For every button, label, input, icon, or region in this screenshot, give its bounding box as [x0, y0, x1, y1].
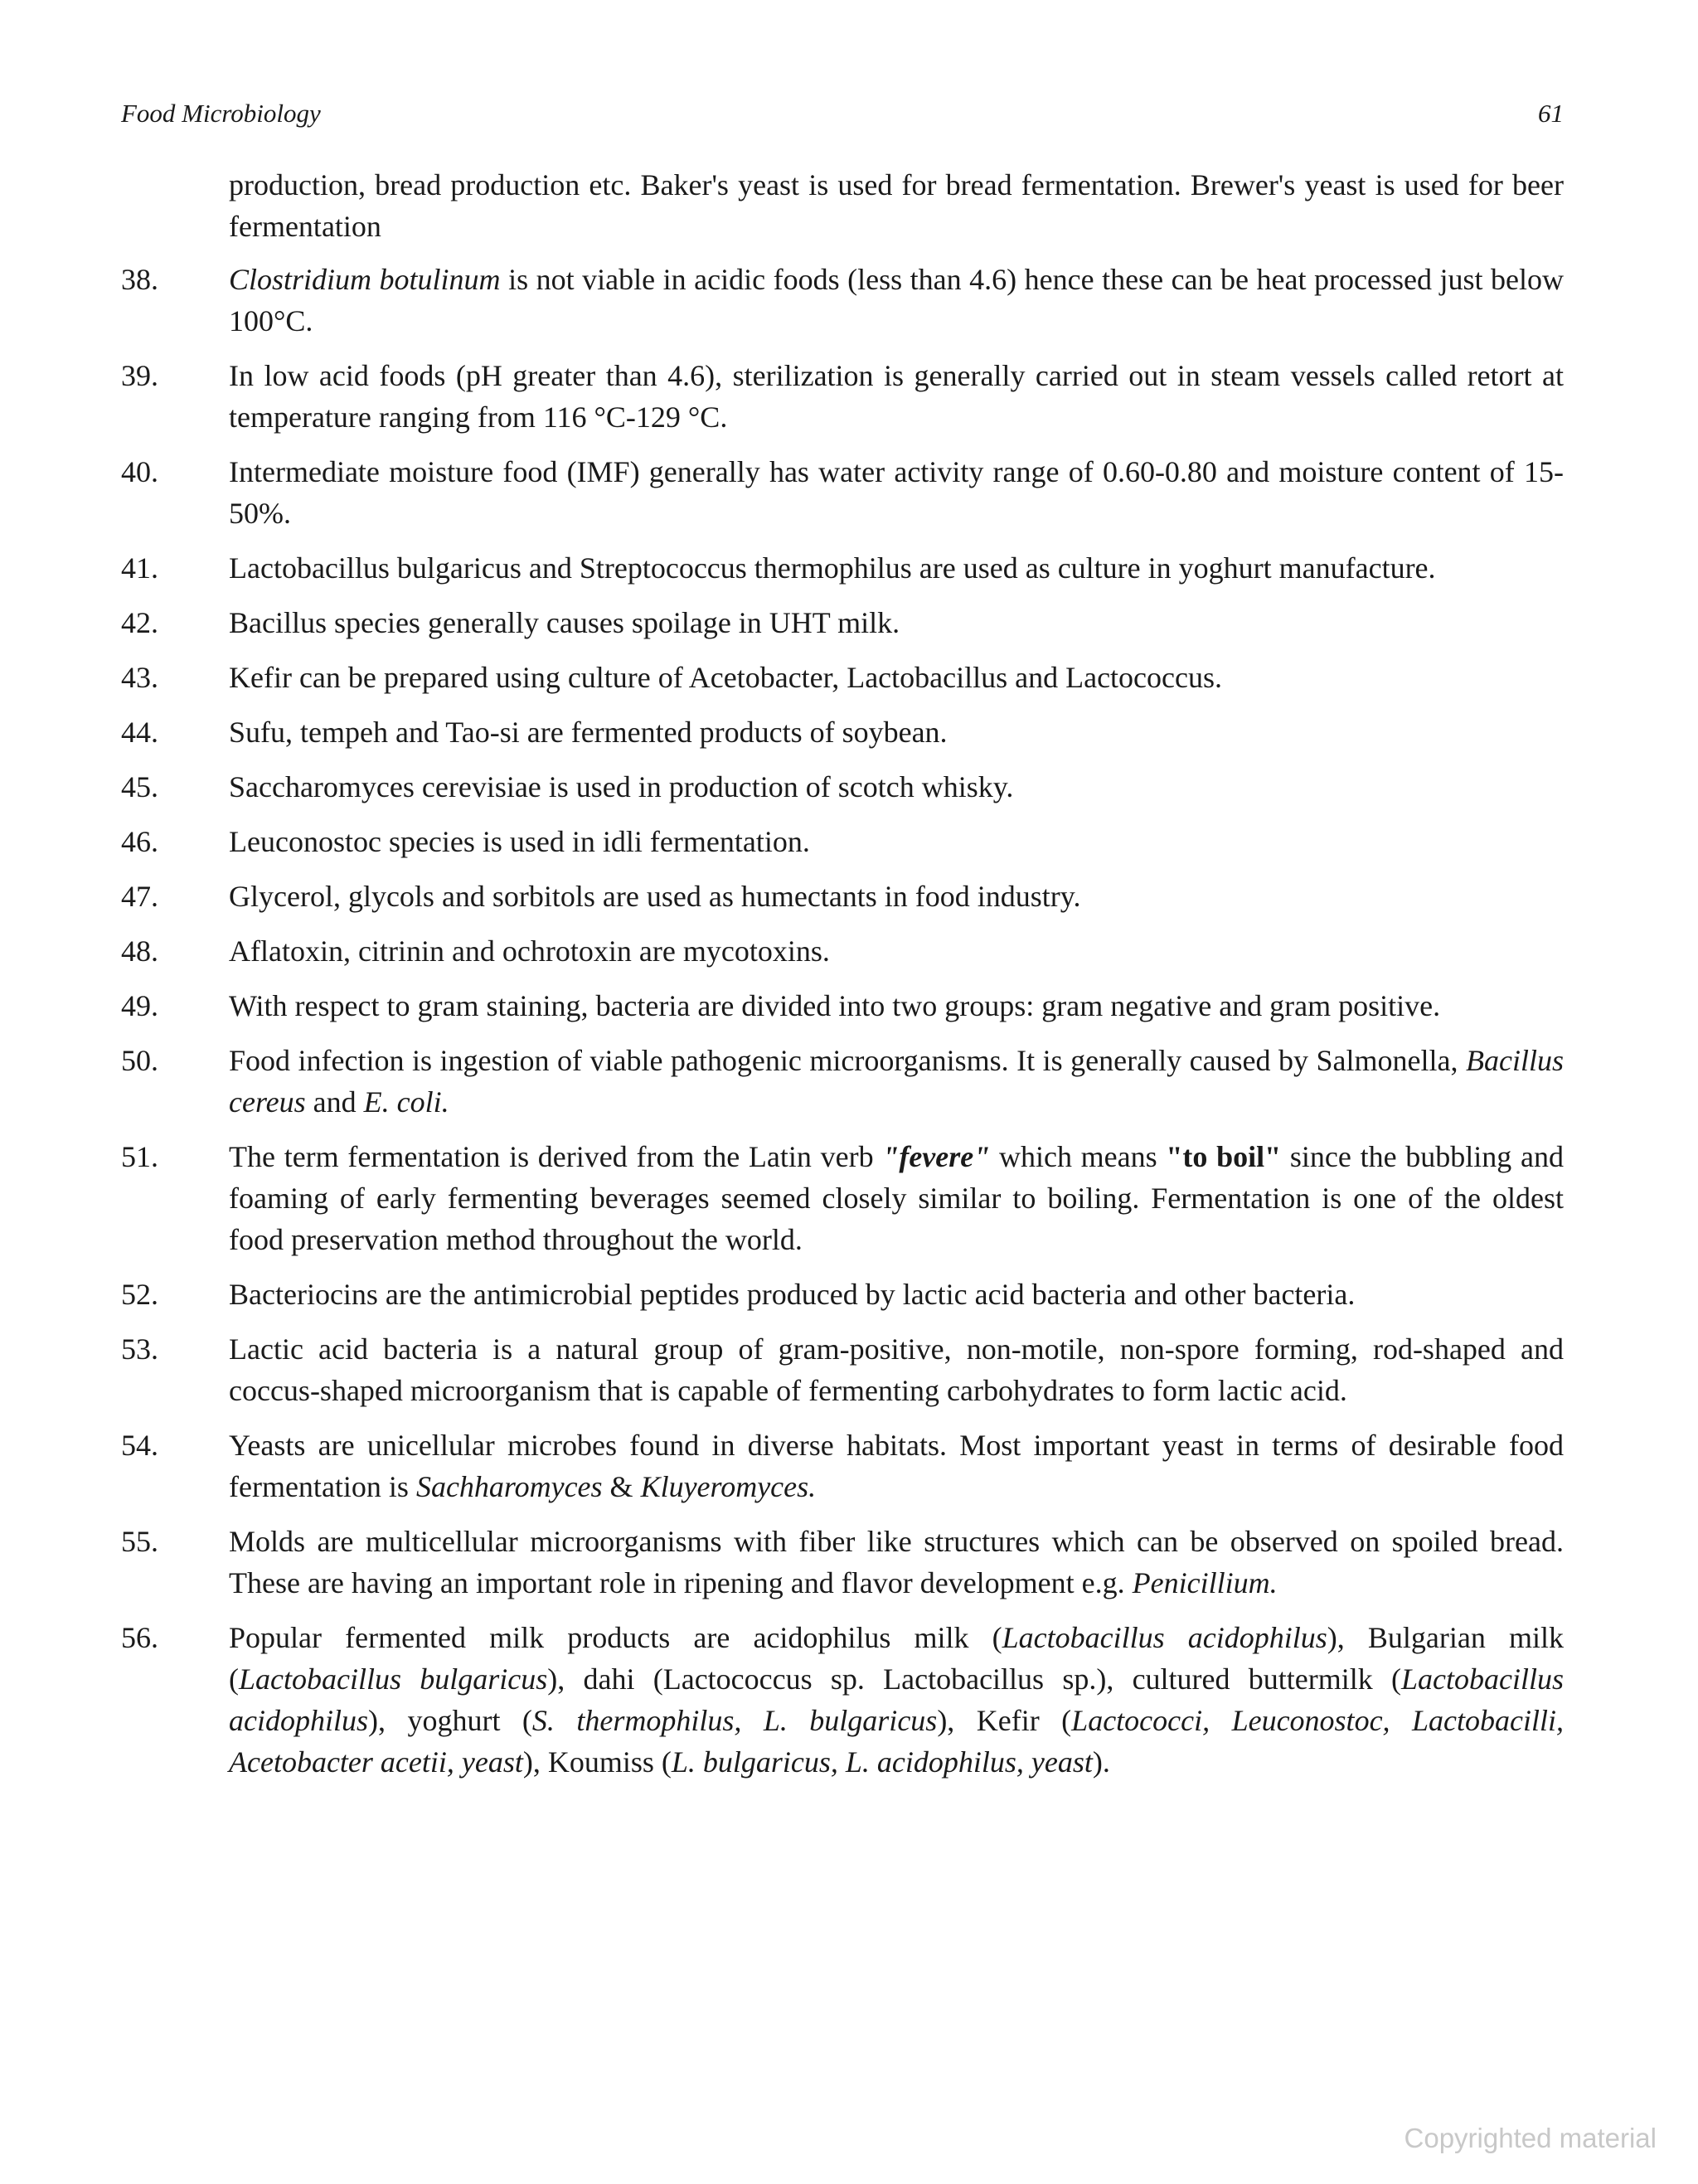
item-text [229, 766, 1564, 808]
list-item [121, 1521, 1564, 1604]
text-segment: Food infection is ingestion of viable pathogenic microorganisms. It is generally caused by Salmonella, [229, 1044, 1467, 1077]
running-header [121, 93, 1564, 134]
page-content [121, 164, 1564, 1796]
text-segment: Bacillus cereus [229, 1044, 1564, 1119]
text-segment: Popular fermented milk products are acidophilus milk ( [229, 1621, 1002, 1654]
text-segment: ), Koumiss ( [522, 1745, 672, 1779]
item-number: 50. [121, 1044, 158, 1077]
text-segment: Lactobacillus bulgaricus and Streptococcus thermophilus are used as culture in yoghurt manufacture. [229, 551, 1436, 585]
item-text [229, 451, 1564, 534]
text-segment: In low acid foods (pH greater than 4.6), sterilization is generally carried out in steam vessels called retort at temperature ranging from 116 °C-129 °C. [229, 359, 1564, 434]
list-item [121, 766, 1564, 808]
item-number: 46. [121, 825, 158, 858]
list-item [121, 547, 1564, 589]
text-segment: Sufu, tempeh and Tao-si are fermented products of soybean. [229, 716, 948, 749]
item-text [229, 1521, 1564, 1604]
item-number: 54. [121, 1429, 158, 1462]
list-item [121, 876, 1564, 917]
item-text [229, 1424, 1564, 1507]
item-number: 39. [121, 359, 158, 392]
item-number: 55. [121, 1525, 158, 1558]
item-text [229, 1328, 1564, 1411]
text-segment: L. bulgaricus, L. acidophilus, yeast [671, 1745, 1093, 1779]
text-segment: S. thermophilus, L. bulgaricus [531, 1704, 938, 1737]
item-text [229, 657, 1564, 698]
item-number: 41. [121, 551, 158, 585]
item-number: 42. [121, 606, 158, 639]
item-text [229, 711, 1564, 753]
text-segment: which means [990, 1140, 1167, 1173]
text-segment: since the bubbling and foaming of early fermenting beverages seemed closely similar to boiling. Fermentation is one of the oldest food preservation method throughout the world. [229, 1140, 1564, 1256]
text-segment: The term fermentation is derived from the Latin verb [229, 1140, 883, 1173]
item-text [229, 355, 1564, 438]
list-item [121, 1136, 1564, 1260]
item-number: 53. [121, 1332, 158, 1366]
item-number: 52. [121, 1278, 158, 1311]
text-segment: and [305, 1085, 364, 1119]
item-number: 51. [121, 1140, 158, 1173]
list-item [121, 821, 1564, 862]
text-segment: Glycerol, glycols and sorbitols are used as humectants in food industry. [229, 880, 1081, 913]
book-title: Food Microbiology [121, 99, 321, 128]
text-segment: ), yoghurt ( [368, 1704, 532, 1737]
text-segment: "fevere" [882, 1140, 991, 1173]
item-text [229, 259, 1564, 342]
item-text [229, 876, 1564, 917]
list-item [121, 1040, 1564, 1123]
text-segment: Penicillium. [1132, 1566, 1278, 1599]
item-number: 49. [121, 989, 158, 1022]
item-text [229, 821, 1564, 862]
text-segment: Kluyeromyces. [640, 1470, 817, 1503]
list-item [121, 985, 1564, 1026]
list-item [121, 1617, 1564, 1783]
list-item [121, 657, 1564, 698]
item-text [229, 985, 1564, 1026]
text-segment: ). [1092, 1745, 1110, 1779]
text-segment: Clostridium botulinum [229, 263, 501, 296]
item-number: 43. [121, 661, 158, 694]
list-item [121, 711, 1564, 753]
list-item [121, 259, 1564, 342]
item-number: 40. [121, 455, 158, 488]
item-text [229, 1617, 1564, 1783]
list-item [121, 1328, 1564, 1411]
text-segment: & [602, 1470, 641, 1503]
list-item [121, 1274, 1564, 1315]
list-item [121, 451, 1564, 534]
text-segment: ), Kefir ( [937, 1704, 1072, 1737]
continuation-text: production, bread production etc. Baker's yeast is used for bread fermentation. Brewer's yeast is used for beer fermentation [229, 168, 1564, 243]
text-segment: Lactococci, Leuconostoc, Lactobacilli, Acetobacter acetii, yeast [229, 1704, 1564, 1779]
item-number: 38. [121, 263, 158, 296]
copyright-watermark: Copyrighted material [1404, 2123, 1657, 2153]
item-number: 56. [121, 1621, 158, 1654]
item-number: 44. [121, 716, 158, 749]
text-segment: ), Bulgarian milk ( [229, 1621, 1564, 1696]
text-segment: E. coli. [363, 1085, 449, 1119]
text-segment: Lactobacillus acidophilus [229, 1662, 1565, 1737]
item-text [229, 1274, 1564, 1315]
list-item [121, 930, 1564, 972]
text-segment: ), dahi (Lactococcus sp. Lactobacillus sp.), cultured buttermilk ( [547, 1662, 1402, 1696]
text-segment: Bacteriocins are the antimicrobial peptides produced by lactic acid bacteria and other bacteria. [229, 1278, 1356, 1311]
text-segment: Kefir can be prepared using culture of Acetobacter, Lactobacillus and Lactococcus. [229, 661, 1223, 694]
text-segment: Lactobacillus bulgaricus [239, 1662, 548, 1696]
item-text [229, 1040, 1564, 1123]
item-number: 48. [121, 934, 158, 968]
text-segment: "to boil" [1166, 1140, 1282, 1173]
text-segment: Yeasts are unicellular microbes found in diverse habitats. Most important yeast in terms of desirable food fermentation is [229, 1429, 1564, 1503]
text-segment: Intermediate moisture food (IMF) generally has water activity range of 0.60-0.80 and moisture content of 15-50%. [229, 455, 1564, 530]
text-segment: Aflatoxin, citrinin and ochrotoxin are mycotoxins. [229, 934, 830, 968]
text-segment: Molds are multicellular microorganisms with fiber like structures which can be observed on spoiled bread. These are having an important role in ripening and flavor development e.g. [229, 1525, 1564, 1599]
text-segment: Sachharomyces [415, 1470, 603, 1503]
text-segment: Saccharomyces cerevisiae is used in production of scotch whisky. [229, 770, 1014, 803]
list-item [121, 1424, 1564, 1507]
numbered-list [121, 259, 1564, 1783]
item-text [229, 602, 1564, 643]
text-segment: Lactobacillus acidophilus [1002, 1621, 1327, 1654]
text-segment: Lactic acid bacteria is a natural group of gram-positive, non-motile, non-spore forming, rod-shaped and coccus-shaped microorganism that is capable of fermenting carbohydrates to form lactic acid. [229, 1332, 1564, 1407]
item-text [229, 547, 1564, 589]
item-number: 45. [121, 770, 158, 803]
item-text [229, 930, 1564, 972]
text-segment: Bacillus species generally causes spoilage in UHT milk. [229, 606, 900, 639]
item-text [229, 1136, 1564, 1260]
text-segment: With respect to gram staining, bacteria are divided into two groups: gram negative and gram positive. [229, 989, 1441, 1022]
item-number: 47. [121, 880, 158, 913]
text-segment: is not viable in acidic foods (less than 4.6) hence these can be heat processed just below 100°C. [229, 263, 1564, 337]
text-segment: Leuconostoc species is used in idli fermentation. [229, 825, 810, 858]
page-number: 61 [1538, 99, 1564, 128]
list-item [121, 355, 1564, 438]
list-item [121, 602, 1564, 643]
